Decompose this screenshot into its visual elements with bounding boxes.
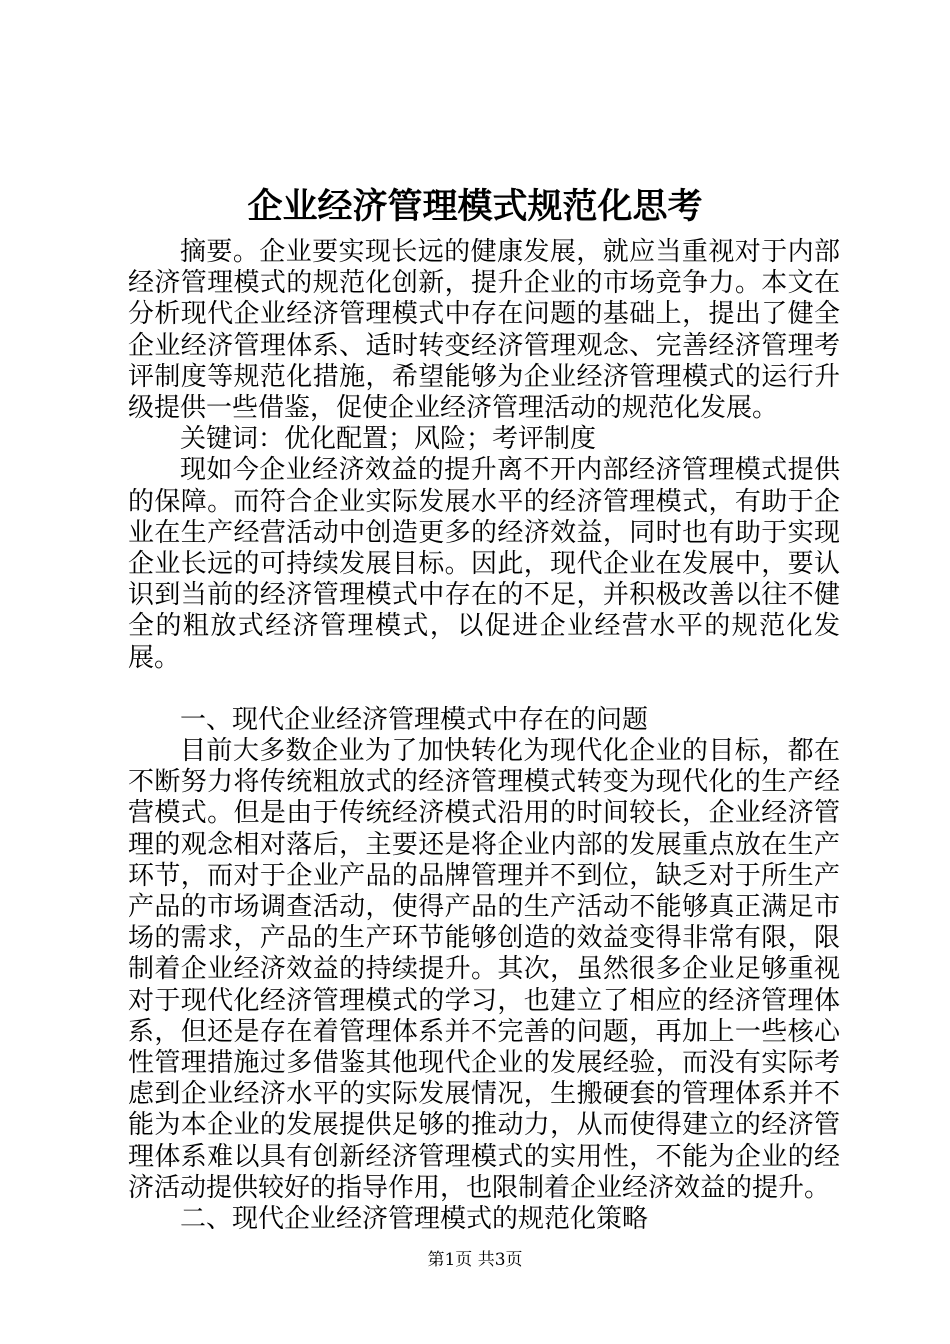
keywords-paragraph: 关键词：优化配置；风险；考评制度	[180, 424, 597, 455]
document-body	[128, 237, 840, 1235]
paragraph-spacer	[128, 674, 840, 705]
section-heading-2: 二、现代企业经济管理模式的规范化策略	[180, 1204, 649, 1235]
intro-paragraph: 现如今企业经济效益的提升离不开内部经济管理模式提供的保障。而符合企业实际发展水平的经济管理模式，有助于企业在生产经营活动中创造更多的经济效益，同时也有助于实现企业长远的可持续发展目标。因此，现代企业在发展中，要认识到当前的经济管理模式中存在的不足，并积极改善以往不健全的粗放式经济管理模式，以促进企业经营水平的规范化发展。	[128, 455, 840, 673]
section-1-paragraph: 目前大多数企业为了加快转化为现代化企业的目标，都在不断努力将传统粗放式的经济管理模式转变为现代化的生产经营模式。但是由于传统经济模式沿用的时间较长，企业经济管理的观念相对落后，主要还是将企业内部的发展重点放在生产环节，而对于企业产品的品牌管理并不到位，缺乏对于所生产产品的市场调查活动，使得产品的生产活动不能够真正满足市场的需求，产品的生产环节能够创造的效益变得非常有限，限制着企业经济效益的持续提升。其次，虽然很多企业足够重视对于现代化经济管理模式的学习，也建立了相应的经济管理体系，但还是存在着管理体系并不完善的问题，再加上一些核心性管理措施过多借鉴其他现代企业的发展经验，而没有实际考虑到企业经济水平的实际发展情况，生搬硬套的管理体系并不能为本企业的发展提供足够的推动力，从而使得建立的经济管理体系难以具有创新经济管理模式的实用性，不能为企业的经济活动提供较好的指导作用，也限制着企业经济效益的提升。	[128, 736, 840, 1203]
abstract-paragraph: 摘要。企业要实现长远的健康发展，就应当重视对于内部经济管理模式的规范化创新，提升企业的市场竞争力。本文在分析现代企业经济管理模式中存在问题的基础上，提出了健全企业经济管理体系、适时转变经济管理观念、完善经济管理考评制度等规范化措施，希望能够为企业经济管理模式的运行升级提供一些借鉴，促使企业经济管理活动的规范化发展。	[128, 237, 840, 424]
page-footer: 第1页 共3页	[427, 1250, 523, 1270]
document-title: 企业经济管理模式规范化思考	[247, 186, 703, 227]
section-heading-1: 一、现代企业经济管理模式中存在的问题	[180, 704, 649, 735]
